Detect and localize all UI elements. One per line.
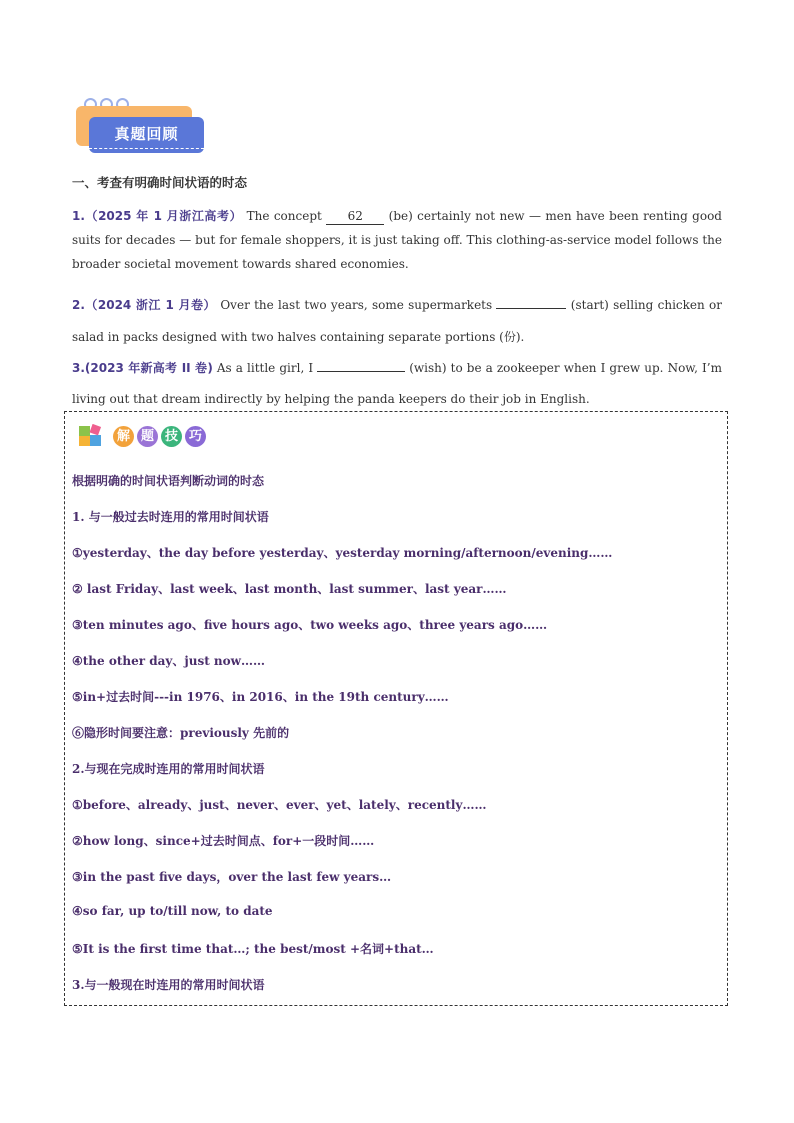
tip-line: 根据明确的时间状语判断动词的时态 <box>72 474 265 488</box>
tip-line: ④so far, up to/till now, to date <box>72 904 273 918</box>
tip-line: 1. 与一般过去时连用的常用时间状语 <box>72 510 269 524</box>
question-number: 3.(2023 年新高考 II 卷) <box>72 361 213 375</box>
question-text-pre: As a little girl, I <box>216 361 318 375</box>
question-text-pre: The concept <box>246 209 327 223</box>
tips-char: 巧 <box>185 426 206 447</box>
question-3 <box>72 353 722 415</box>
tip-line: ③in the past five days，over the last few years… <box>72 870 392 884</box>
answer-blank[interactable]: 62 <box>326 208 384 225</box>
tips-heading <box>113 425 209 447</box>
question-1 <box>72 204 722 276</box>
section-badge <box>76 96 206 158</box>
tip-line: ④the other day、just now…… <box>72 654 265 668</box>
question-text-post: (wish) to be a zookeeper when I grew up. Now, I’m living out that dream indirectly by helping the panda keepers do their job in English. <box>72 361 722 406</box>
tip-line: 2.与现在完成时连用的常用时间状语 <box>72 762 265 776</box>
answer-blank[interactable] <box>496 308 566 309</box>
tip-line: ⑤It is the first time that…; the best/most +名词+that… <box>72 942 434 956</box>
tip-line: ①before、already、just、never、ever、yet、lately、recently…… <box>72 798 487 812</box>
tip-line: ②how long、since+过去时间点、for+一段时间…… <box>72 834 375 848</box>
question-text-post: (start) selling chicken or salad in packs designed with two halves containing separate portions (份). <box>72 298 722 344</box>
tips-char: 解 <box>113 426 134 447</box>
tip-line: ② last Friday、last week、last month、last summer、last year…… <box>72 582 507 596</box>
badge-divider <box>89 148 204 149</box>
question-number: 2.（2024 浙江 1 月卷） <box>72 298 217 312</box>
question-text-post: (be) certainly not new — men have been renting good suits for decades — but for female shoppers, it is just taking off. This clothing-as-service model follows the broader societal movement towards shared economies. <box>72 209 722 271</box>
question-number: 1.（2025 年 1 月浙江高考） <box>72 209 243 223</box>
tip-line: 3.与一般现在时连用的常用时间状语 <box>72 978 265 992</box>
answer-blank[interactable] <box>317 371 405 372</box>
badge-label: 真题回顾 <box>89 117 204 153</box>
tip-line: ③ten minutes ago、five hours ago、two weeks ago、three years ago…… <box>72 618 548 632</box>
tips-char: 题 <box>137 426 158 447</box>
puzzle-icon <box>78 424 104 448</box>
tip-line: ⑤in+过去时间---in 1976、in 2016、in the 19th century…… <box>72 690 449 704</box>
section-title: 一、考查有明确时间状语的时态 <box>72 175 248 190</box>
question-text-pre: Over the last two years, some supermarkets <box>220 298 497 312</box>
question-2 <box>72 289 722 353</box>
tips-char: 技 <box>161 426 182 447</box>
tip-line: ⑥隐形时间要注意：previously 先前的 <box>72 726 290 740</box>
tip-line: ①yesterday、the day before yesterday、yesterday morning/afternoon/evening…… <box>72 546 613 560</box>
